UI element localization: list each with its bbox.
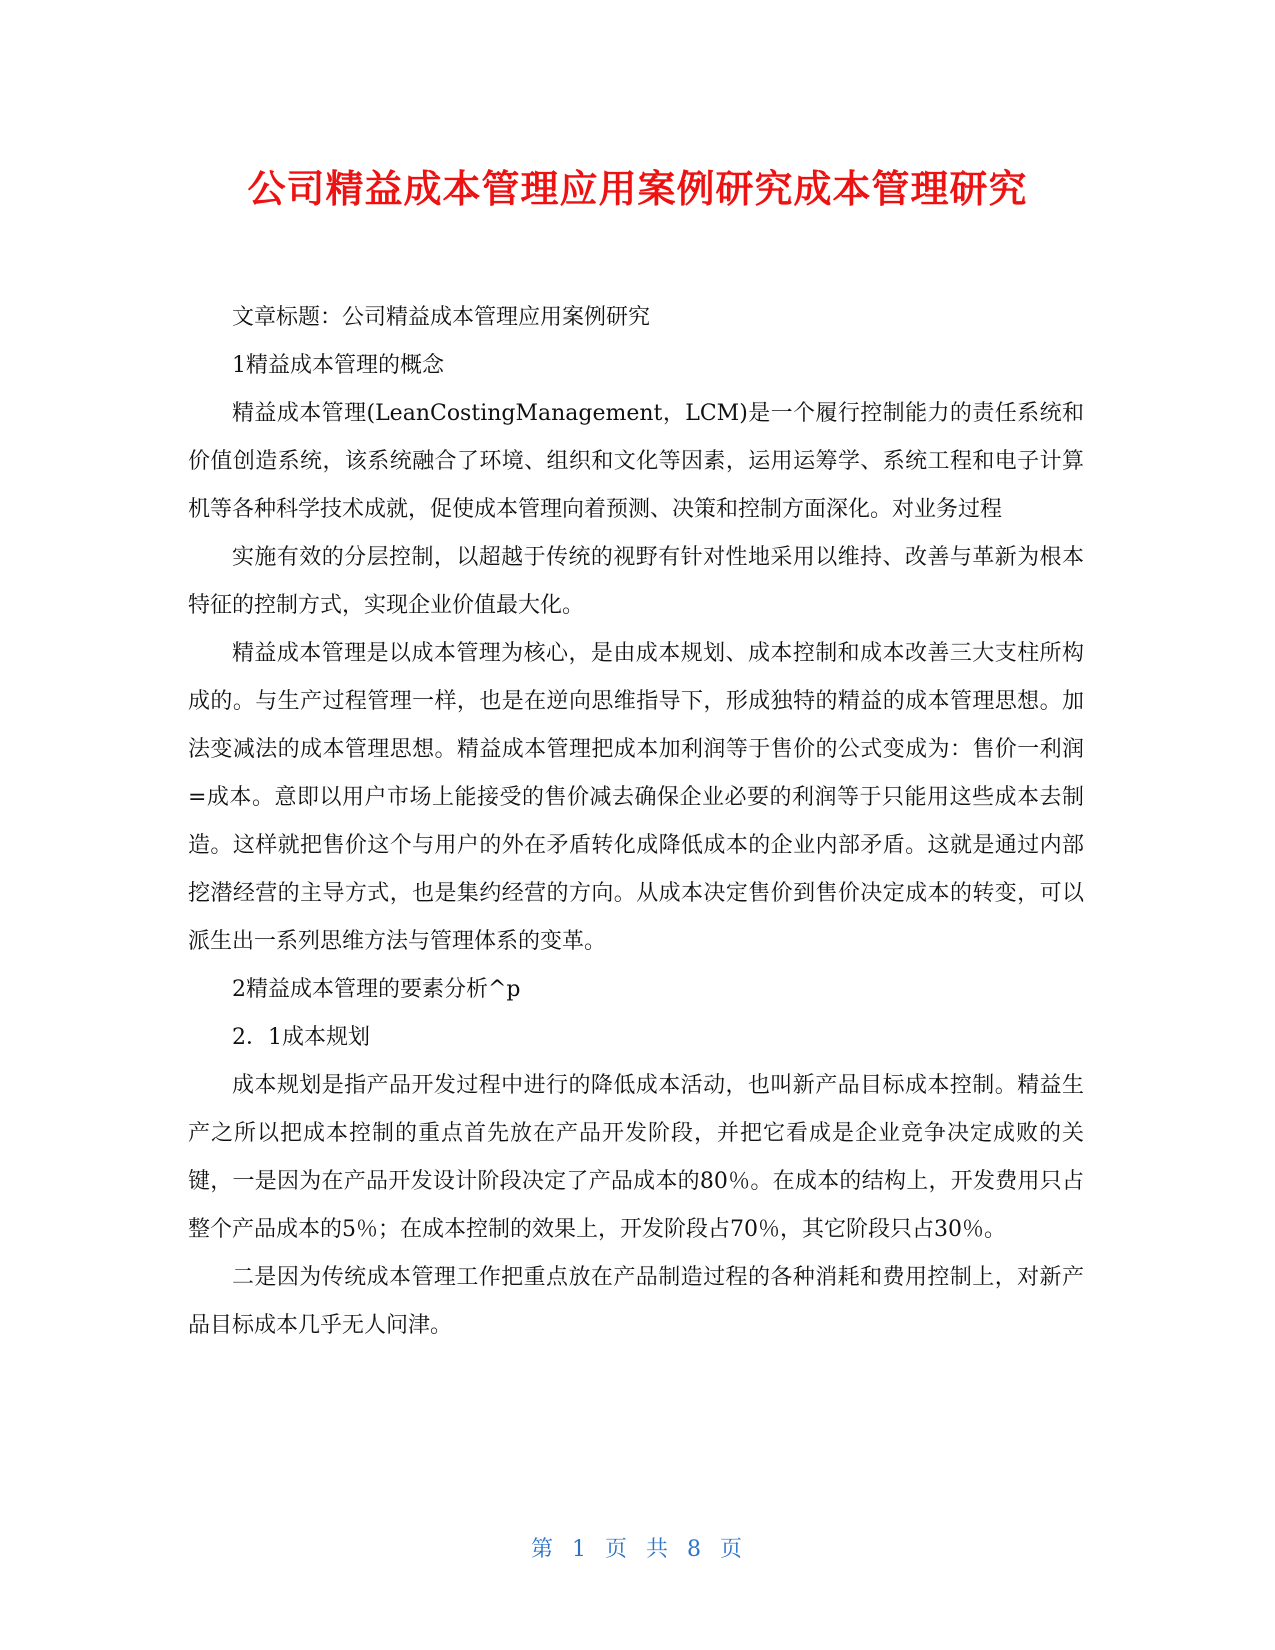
footer-label-total-unit: 页 xyxy=(720,1537,745,1562)
footer-current-page: 1 xyxy=(571,1537,588,1562)
page-footer xyxy=(0,1532,1275,1563)
paragraph: 实施有效的分层控制，以超越于传统的视野有针对性地采用以维持、改善与革新为根本特征的控制方式，实现企业价值最大化。 xyxy=(188,545,1084,618)
paragraph: 精益成本管理(LeanCostingManagement，LCM)是一个履行控制能力的责任系统和价值创造系统，该系统融合了环境、组织和文化等因素，运用运筹学、系统工程和电子计算机等各种科学技术成就，促使成本管理向着预测、决策和控制方面深化。对业务过程 xyxy=(188,401,1084,522)
paragraph-article-title: 文章标题：公司精益成本管理应用案例研究 xyxy=(232,305,651,330)
paragraph: 二是因为传统成本管理工作把重点放在产品制造过程的各种消耗和费用控制上，对新产品目标成本几乎无人问津。 xyxy=(188,1265,1084,1338)
heading-section-1: 1精益成本管理的概念 xyxy=(232,353,444,378)
footer-label-page-unit: 页 xyxy=(604,1537,629,1562)
document-title: 公司精益成本管理应用案例研究成本管理研究 xyxy=(247,167,1028,211)
paragraph: 精益成本管理是以成本管理为核心，是由成本规划、成本控制和成本改善三大支柱所构成的。与生产过程管理一样，也是在逆向思维指导下，形成独特的精益的成本管理思想。加法变减法的成本管理思想。精益成本管理把成本加利润等于售价的公式变成为：售价一利润=成本。意即以用户市场上能接受的售价减去确保企业必要的利润等于只能用这些成本去制造。这样就把售价这个与用户的外在矛盾转化成降低成本的企业内部矛盾。这就是通过内部挖潜经营的主导方式，也是集约经营的方向。从成本决定售价到售价决定成本的转变，可以派生出一系列思维方法与管理体系的变革。 xyxy=(188,641,1084,954)
document-body xyxy=(188,294,1084,1350)
heading-section-2: 2精益成本管理的要素分析^p xyxy=(232,977,521,1002)
footer-label-total: 共 xyxy=(646,1537,671,1562)
heading-section-2-1: 2．1成本规划 xyxy=(232,1025,370,1050)
footer-total-pages: 8 xyxy=(687,1537,704,1562)
paragraph: 成本规划是指产品开发过程中进行的降低成本活动，也叫新产品目标成本控制。精益生产之所以把成本控制的重点首先放在产品开发阶段，并把它看成是企业竞争决定成败的关键，一是因为在产品开发设计阶段决定了产品成本的80％。在成本的结构上，开发费用只占整个产品成本的5％；在成本控制的效果上，开发阶段占70％，其它阶段只占30％。 xyxy=(188,1073,1084,1242)
footer-label-page: 第 xyxy=(530,1537,555,1562)
